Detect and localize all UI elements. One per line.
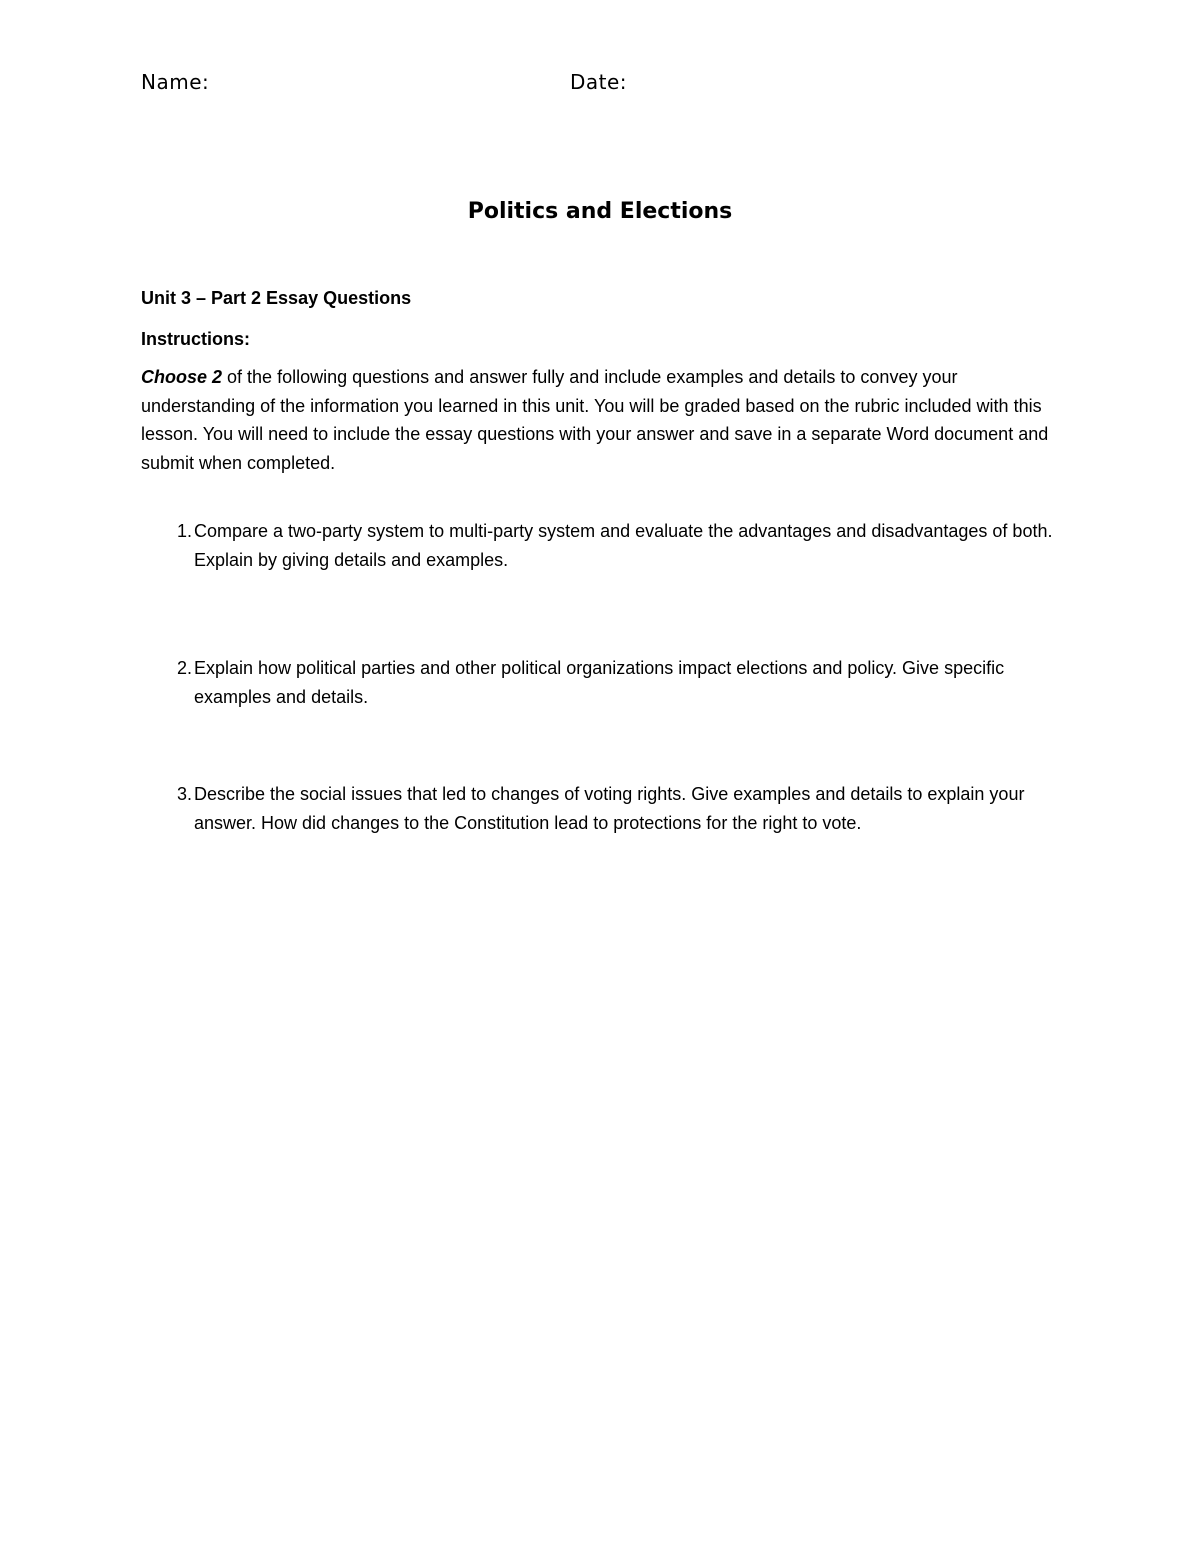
question-item (141, 517, 1061, 574)
question-number: 3. (177, 784, 193, 804)
page-title: Politics and Elections (467, 199, 733, 224)
unit-subtitle: Unit 3 – Part 2 Essay Questions (141, 288, 412, 308)
question-number-wrap (141, 654, 194, 711)
question-number: 2. (177, 658, 193, 678)
date-field-label: Date: (570, 70, 628, 94)
question-number-wrap (141, 517, 194, 574)
instructions-text: of the following questions and answer fully and include examples and details to convey your understanding of the information you learned in this unit. You will be graded based on the rubric included with this lesson. You will need to include the essay questions with your answer and save in a separate Word document and submit when completed. (141, 367, 1049, 473)
question-text: Compare a two-party system to multi-party system and evaluate the advantages and disadvantages of both. Explain by giving details and examples. (194, 521, 1053, 570)
question-item (141, 780, 1061, 837)
question-text: Explain how political parties and other political organizations impact elections and policy. Give specific examples and details. (194, 658, 1005, 707)
question-number-wrap (141, 780, 194, 837)
name-field-label: Name: (141, 70, 210, 94)
instructions-heading: Instructions: (141, 329, 251, 349)
instructions-emphasis: Choose 2 (141, 367, 223, 387)
question-text: Describe the social issues that led to changes of voting rights. Give examples and details to explain your answer. How did changes to the Constitution lead to protections for the right to vote. (194, 784, 1025, 833)
question-item (141, 654, 1061, 711)
instructions-paragraph (141, 363, 1061, 477)
question-number: 1. (177, 521, 193, 541)
